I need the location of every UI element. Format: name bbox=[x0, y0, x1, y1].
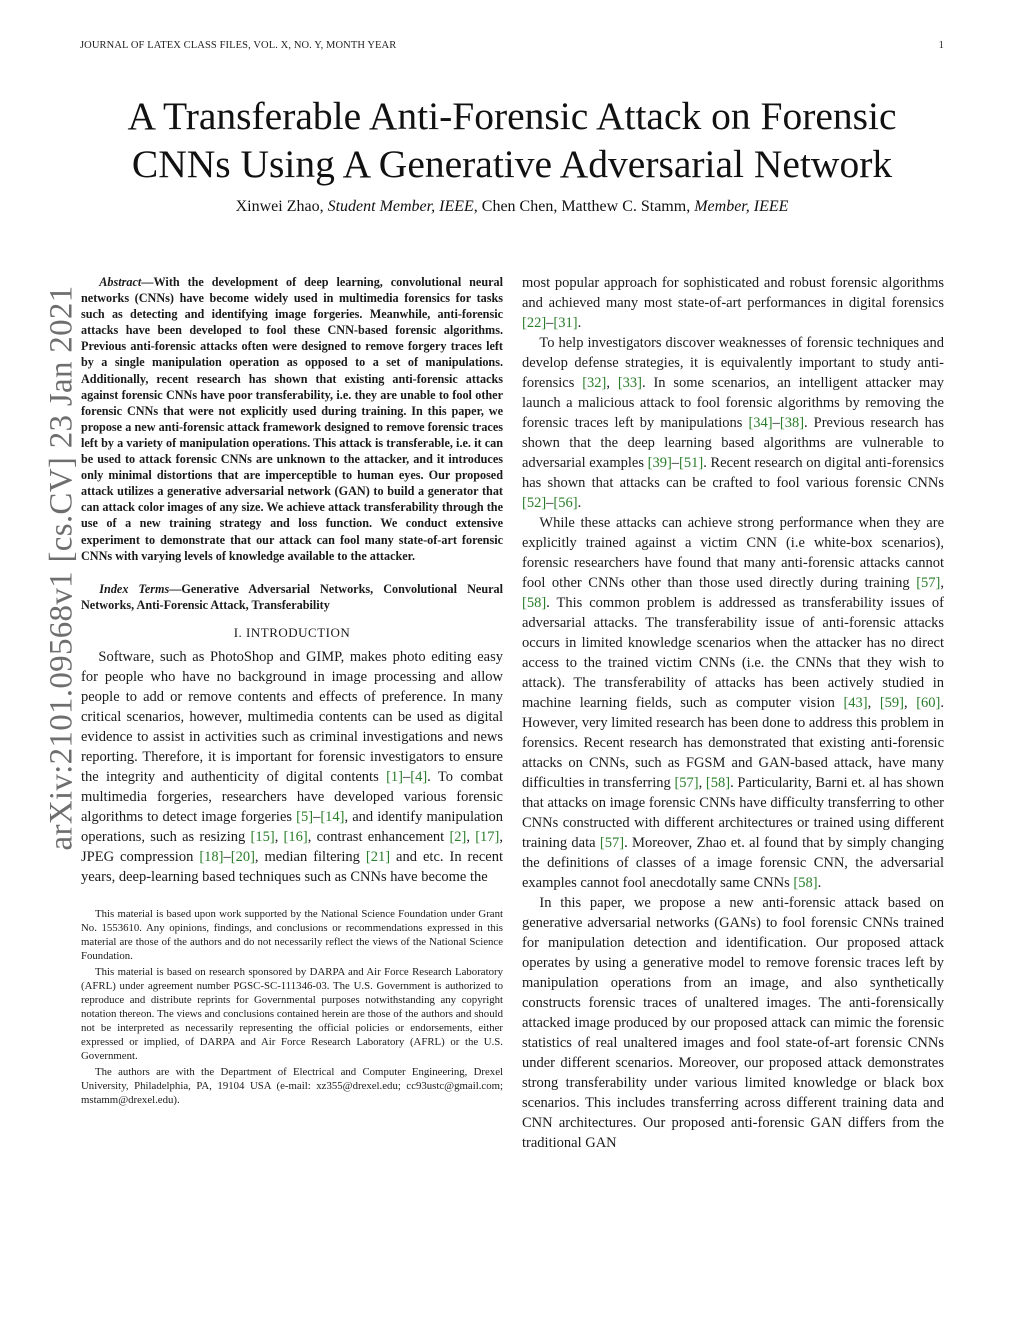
abstract-text: —With the development of deep learning, convolutional neural networks (CNNs) have become widely used in multimedia forensics for tasks such as detecting and identifying image forgeries. Meanwhile, anti-forensic attacks have been developed to fool these CNN-based forensic algorithms. Previous anti-forensic attacks often were designed to remove forgery traces left by a single manipulation operation as opposed to a set of manipulations. Additionally, recent research has shown that existing anti-forensic attacks against forensic CNNs have poor transferability, i.e. they are unable to fool other forensic CNNs that were not explicitly used during training. In this paper, we propose a new anti-forensic attack framework designed to remove forensic traces left by a variety of manipulation operations. This attack is transferable, i.e. it can be used to attack forensic CNNs are unknown to the attacker, and it introduces only minimal distortions that are imperceptible to human eyes. Our proposed attack utilizes a generative adversarial network (GAN) to build a generator that can attack color images of any size. We achieve attack transferability through the use of a new training strategy and loss function. We conduct extensive experiment to demonstrate that our attack can fool many state-of-art forensic CNNs with varying levels of knowledge available to the attacker. bbox=[81, 275, 503, 563]
paragraph bbox=[522, 513, 944, 893]
paragraph bbox=[522, 333, 944, 513]
author-list bbox=[80, 198, 944, 216]
footnote-funding-nsf: This material is based upon work supported by the National Science Foundation under Grant No. 1553610. Any opinions, findings, and conclusions or recommendations expressed in this material are those of the authors and do not necessarily reflect the views of the National Science Foundation. bbox=[81, 907, 503, 962]
citation-link[interactable]: [57] bbox=[674, 775, 699, 791]
citation-link[interactable]: [20] bbox=[230, 848, 255, 865]
citation-link[interactable]: [1] bbox=[386, 768, 403, 785]
paragraph: In this paper, we propose a new anti-forensic attack based on generative adversarial networks (GANs) to fool forensic CNNs trained for manipulation detection and identification. Our proposed attack operates by using a generative model to remove forensic traces left by manipulation operations from an image, and also synthetically constructs forensic traces of unaltered images. The anti-forensically attacked image produced by our proposed attack can mimic the forensic statistics of real unaltered images and fool state-of-art forensic CNNs under different scenarios. Moreover, our proposed attack demonstrates strong transferability under various limited knowledge or black box scenarios. This includes transferring across different training data and CNN architectures. Our proposed anti-forensic GAN differs from the traditional GAN bbox=[522, 895, 944, 1151]
citation-link[interactable]: [56] bbox=[553, 495, 578, 511]
paragraph bbox=[522, 273, 944, 333]
index-terms-label: Index Terms bbox=[99, 581, 170, 596]
text-run: . However, very limited research has been done to address this problem in forensics. Recent research has demonstrated that existing anti-forensic attacks on CNNs, such as FGSM and GAN-based attack, have many difficulties in transferring bbox=[522, 695, 945, 791]
text-run: , JPEG compression bbox=[81, 828, 504, 865]
text-run: To help investigators discover weaknesses of forensic techniques and develop defense strategies, it is equivalently important to study anti-forensics bbox=[522, 335, 944, 391]
text-run: . bbox=[577, 495, 582, 511]
citation-link[interactable]: [39] bbox=[647, 455, 672, 471]
citation-link[interactable]: [32] bbox=[582, 375, 607, 391]
running-head bbox=[80, 40, 944, 51]
text-run: – bbox=[671, 455, 680, 471]
text-run: – bbox=[403, 768, 411, 785]
footnotes bbox=[81, 907, 503, 1107]
citation-link[interactable]: [5] bbox=[296, 808, 314, 825]
citation-link[interactable]: [2] bbox=[449, 828, 467, 845]
abstract bbox=[81, 274, 503, 564]
paper-title bbox=[80, 92, 944, 188]
section-heading-introduction: I. INTRODUCTION bbox=[233, 624, 351, 640]
text-run: . In some scenarios, an intelligent attacker may launch a malicious attack to fool forensic algorithms by removing the forensic traces left by manipulations bbox=[522, 375, 945, 431]
text-run: . Recent research on digital anti-forensics has shown that attacks can be crafted to fool various forensic CNNs bbox=[522, 455, 945, 491]
arxiv-stamp: arXiv:2101.09568v1 [cs.CV] 23 Jan 2021 bbox=[43, 285, 80, 851]
text-run: . Previous research has shown that the deep learning based algorithms are vulnerable to adversarial examples bbox=[522, 415, 944, 471]
citation-link[interactable]: [43] bbox=[843, 695, 868, 711]
text-run: – bbox=[546, 495, 554, 511]
text-run: , bbox=[606, 375, 618, 391]
citation-link[interactable]: [38] bbox=[779, 415, 805, 431]
text-run: Software, such as PhotoShop and GIMP, makes photo editing easy for people who have no background in image processing and allow people to add or remove contents and effects of preference. In many critical scenarios, however, multimedia contents can be used as digital evidence to assist in activities such as criminal investigations and news reporting. Therefore, it is important for forensic investigators to ensure the integrity and authenticity of digital contents bbox=[81, 648, 503, 785]
citation-link[interactable]: [57] bbox=[599, 835, 625, 851]
text-run: – bbox=[223, 848, 231, 865]
citation-link[interactable]: [16] bbox=[283, 828, 308, 845]
text-run: most popular approach for sophisticated and robust forensic algorithms and achieved many most state-of-art performances in digital forensics bbox=[522, 275, 944, 311]
citation-link[interactable]: [17] bbox=[475, 828, 500, 845]
index-terms bbox=[81, 581, 503, 613]
citation-link[interactable]: [21] bbox=[365, 848, 391, 865]
citation-link[interactable]: [33] bbox=[617, 375, 642, 391]
abstract-label: Abstract bbox=[99, 275, 142, 289]
text-run: , bbox=[867, 695, 880, 711]
citation-link[interactable]: [18] bbox=[199, 848, 224, 865]
title-line-1: A Transferable Anti-Forensic Attack on Forensic bbox=[127, 94, 897, 138]
footnote-funding-darpa: This material is based on research sponsored by DARPA and Air Force Research Laboratory (AFRL) under agreement number PGSC-SC-111346-03. The U.S. Government is authorized to reproduce and distribute reprints for Governmental purposes notwithstanding any copyright notation thereon. The views and conclusions contained herein are those of the authors and should not be interpreted as necessarily representing the official policies or endorsements, either expressed or implied, of DARPA and Air Force Research Laboratory (AFRL) or the U.S. Government. bbox=[81, 965, 503, 1062]
footnote-affiliation: The authors are with the Department of Electrical and Computer Engineering, Drexel University, Philadelphia, PA, 19104 USA (e-mail: xz355@drexel.edu; cc93ustc@gmail.com; mstamm@drexel.edu). bbox=[81, 1065, 503, 1106]
citation-link[interactable]: [14] bbox=[320, 808, 345, 825]
text-run: , bbox=[940, 575, 944, 591]
text-run: . bbox=[577, 315, 582, 331]
text-run: While these attacks can achieve strong performance when they are explicitly trained against a victim CNN (i.e white-box scenarios), forensic researchers have found that many anti-forensic attacks cannot fool other CNNs other than those used directly during training bbox=[522, 515, 944, 591]
left-column bbox=[81, 274, 503, 1109]
text-run: , bbox=[698, 775, 706, 791]
text-run: , bbox=[466, 828, 476, 845]
text-run: , and identify manipulation operations, such as resizing bbox=[81, 808, 503, 845]
page-number: 1 bbox=[938, 40, 944, 51]
title-line-2: CNNs Using A Generative Adversarial Network bbox=[131, 142, 893, 186]
text-run: – bbox=[313, 808, 321, 825]
right-column bbox=[522, 273, 944, 1153]
text-run: – bbox=[772, 415, 780, 431]
citation-link[interactable]: [57] bbox=[916, 575, 941, 591]
text-run: , contrast enhancement bbox=[307, 828, 450, 845]
paragraph bbox=[81, 647, 503, 887]
citation-link[interactable]: [51] bbox=[679, 455, 704, 471]
text-run: . This common problem is addressed as transferability issues of adversarial attacks. The transferability issue of anti-forensic attacks occurs in limited knowledge scenarios when the attacker has no direct access to the trained victim CNNs (i.e. the CNNs that they wish to attack). The transferability of attacks has been actively studied in machine learning fields, such as computer vision bbox=[522, 595, 944, 711]
index-terms-text: —Generative Adversarial Networks, Convolutional Neural Networks, Anti-Forensic Attack, Transferability bbox=[81, 581, 503, 612]
text-run: , bbox=[274, 828, 284, 845]
text-run: . bbox=[817, 875, 822, 891]
citation-link[interactable]: [60] bbox=[916, 695, 941, 711]
citation-link[interactable]: [34] bbox=[748, 415, 773, 431]
author-1-affiliation: Student Member, IEEE bbox=[327, 198, 474, 215]
citation-link[interactable]: [4] bbox=[410, 768, 428, 785]
citation-link[interactable]: [52] bbox=[522, 495, 547, 511]
citation-link[interactable]: [58] bbox=[522, 595, 547, 611]
text-run: – bbox=[546, 315, 554, 331]
author-2-3: , Chen Chen, Matthew C. Stamm, bbox=[473, 198, 691, 215]
citation-link[interactable]: [58] bbox=[793, 875, 818, 891]
intro-left-text bbox=[81, 647, 503, 887]
text-run: , bbox=[904, 695, 917, 711]
journal-header: JOURNAL OF LATEX CLASS FILES, VOL. X, NO. Y, MONTH YEAR bbox=[80, 40, 397, 51]
intro-right-text bbox=[522, 273, 944, 1153]
citation-link[interactable]: [58] bbox=[705, 775, 731, 791]
author-3-affiliation: Member, IEEE bbox=[694, 198, 789, 215]
text-run: and etc. In recent years, deep-learning based techniques such as CNNs have become the bbox=[81, 848, 503, 885]
text-run: . Particularity, Barni et. al has shown that attacks on image forensic CNNs have difficulty transferring to other CNNs constructed with different architectures or trained using different training data bbox=[522, 775, 945, 851]
citation-link[interactable]: [15] bbox=[250, 828, 275, 845]
citation-link[interactable]: [22] bbox=[522, 315, 547, 331]
citation-link[interactable]: [31] bbox=[553, 315, 578, 331]
text-run: , median filtering bbox=[254, 848, 366, 865]
citation-link[interactable]: [59] bbox=[879, 695, 904, 711]
text-run: . To combat multimedia forgeries, researchers have developed various forensic algorithms to detect image forgeries bbox=[81, 768, 503, 825]
text-run: . Moreover, Zhao et. al found that by simply changing the definitions of classes of a image forensic CNN, the adversarial examples cannot fool anecdotally same CNNs bbox=[522, 835, 944, 891]
author-1: Xinwei Zhao, bbox=[235, 198, 324, 215]
